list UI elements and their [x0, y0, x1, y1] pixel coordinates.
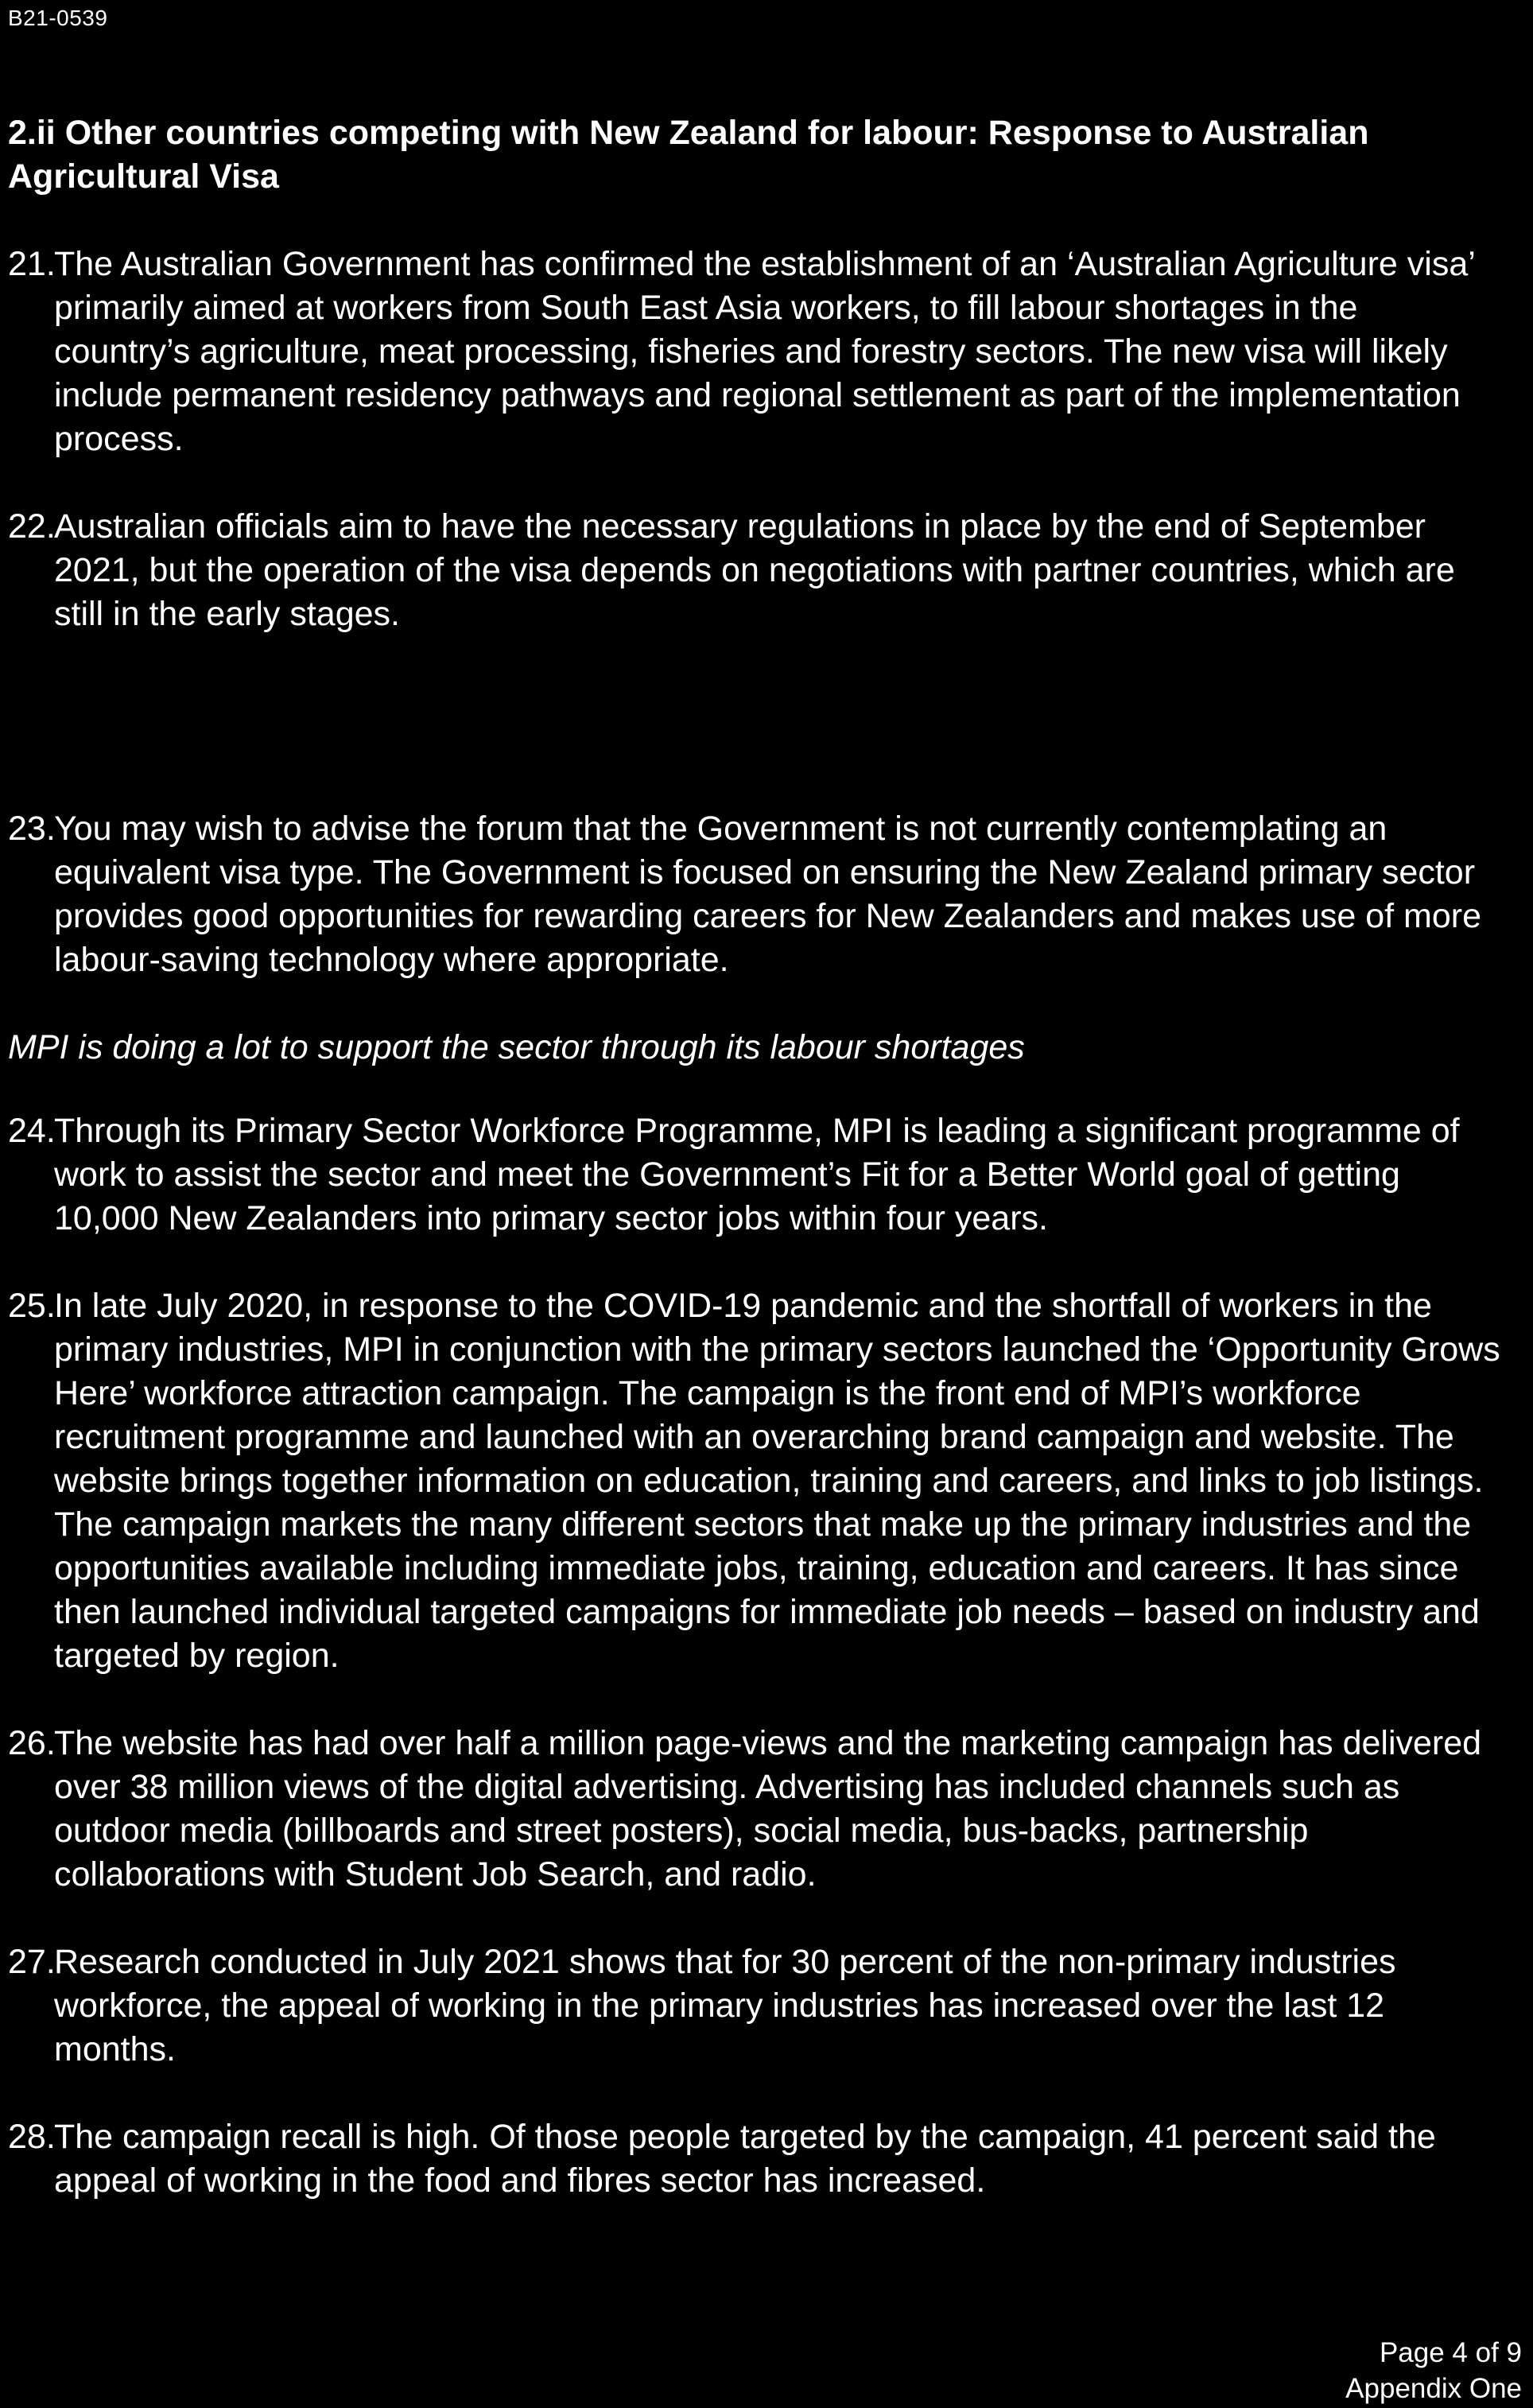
paragraph-text: The campaign recall is high. Of those people targeted by the campaign, 41 percent said the appeal of working in the food and fibres sector has increased.: [54, 2118, 1436, 2200]
paragraph-text: Research conducted in July 2021 shows that for 30 percent of the non-primary industries workforce, the appeal of working in the primary industries has increased over the last 12 months.: [54, 1943, 1396, 2068]
paragraph-text: You may wish to advise the forum that the Government is not currently contemplating an equivalent visa type. The Government is focused on ensuring the New Zealand primary sector provides good opportunities for rewarding careers for New Zealanders and makes use of more labour-saving technology where appropriate.: [54, 810, 1481, 979]
paragraph-text: Australian officials aim to have the necessary regulations in place by the end of September 2021, but the operation of the visa depends on negotiations with partner countries, which are still in the early stages.: [54, 507, 1455, 633]
paragraph-number: 21.: [8, 245, 56, 283]
paragraph-number: 26.: [8, 1724, 56, 1762]
page-number-label: Page 4 of 9: [1379, 2337, 1522, 2368]
paragraph-number: 28.: [8, 2118, 56, 2156]
paragraph-number: 25.: [8, 1287, 56, 1325]
paragraph-25: [8, 1284, 1503, 1678]
paragraph-21: [8, 243, 1503, 461]
appendix-label: Appendix One: [1345, 2373, 1522, 2404]
paragraph-23: [8, 807, 1503, 982]
page-footer: [1345, 2335, 1522, 2406]
paragraph-text: Through its Primary Sector Workforce Programme, MPI is leading a significant programme of work to assist the sector and meet the Government’s Fit for a Better World goal of getting 10,000 New Zealanders into primary sector jobs within four years.: [54, 1112, 1460, 1237]
paragraph-24: [8, 1109, 1503, 1241]
paragraph-27: [8, 1940, 1503, 2072]
paragraph-28: [8, 2115, 1503, 2203]
paragraph-number: 27.: [8, 1943, 56, 1981]
paragraph-number: 22.: [8, 507, 56, 546]
italic-subheading: MPI is doing a lot to support the sector through its labour shortages: [8, 1028, 1025, 1066]
paragraph-number: 24.: [8, 1112, 56, 1150]
document-reference: B21-0539: [8, 6, 108, 30]
paragraph-26: [8, 1722, 1503, 1897]
paragraph-text: The Australian Government has confirmed the establishment of an ‘Australian Agriculture visa’ primarily aimed at workers from South East Asia workers, to fill labour shortages in the country’s agriculture, meat processing, fisheries and forestry sectors. The new visa will likely include permanent residency pathways and regional settlement as part of the implementation process.: [54, 245, 1475, 458]
paragraph-number: 23.: [8, 810, 56, 848]
paragraph-text: In late July 2020, in response to the COVID-19 pandemic and the shortfall of workers in the primary industries, MPI in conjunction with the primary sectors launched the ‘Opportunity Grows Here’ workforce attraction campaign. The campaign is the front end of MPI’s workforce recruitment programme and launched with an overarching brand campaign and website. The website brings together information on education, training and careers, and links to job listings. The campaign markets the many different sectors that make up the primary industries and the opportunities available including immediate jobs, training, education and careers. It has since then launched individual targeted campaigns for immediate job needs – based on industry and targeted by region.: [54, 1287, 1500, 1675]
paragraph-text: The website has had over half a million page-views and the marketing campaign has delivered over 38 million views of the digital advertising. Advertising has included channels such as outdoor media (billboards and street posters), social media, bus-backs, partnership collaborations with Student Job Search, and radio.: [54, 1724, 1482, 1893]
paragraph-22: [8, 505, 1503, 636]
section-heading: 2.ii Other countries competing with New Zealand for labour: Response to Australian Agricultural Visa: [8, 114, 1369, 196]
